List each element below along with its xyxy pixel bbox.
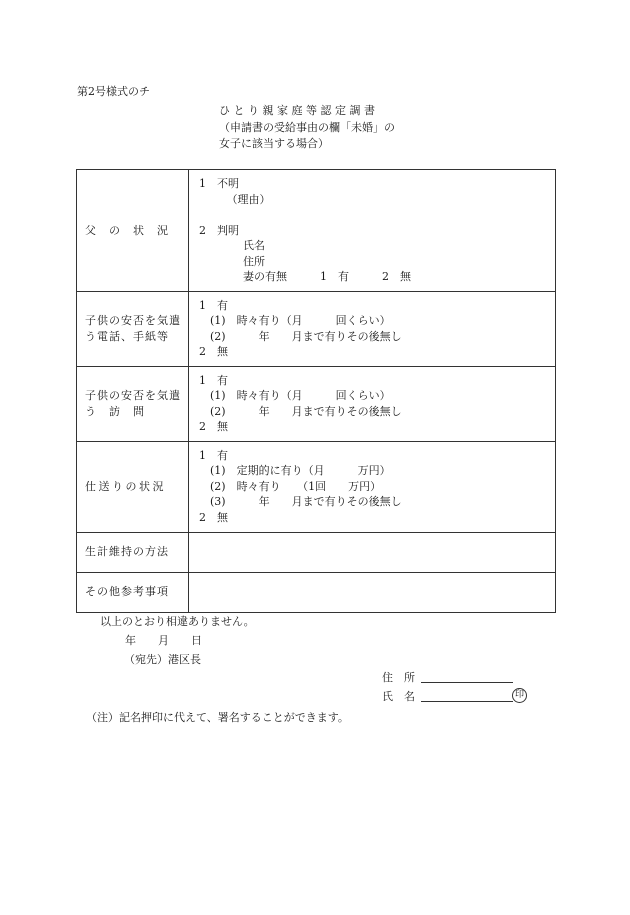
content-line: （理由） (199, 192, 271, 206)
address-label: 住 所 (382, 671, 415, 684)
father-status-content[interactable] (189, 170, 556, 292)
content-line: 2 判明 (199, 223, 239, 237)
content-line: 1 有 (199, 373, 228, 387)
name-label: 氏 名 (382, 690, 415, 703)
content-line: (1) 時々有り（月 回くらい） (199, 389, 391, 402)
content-line: 2 無 (199, 510, 228, 524)
contact-content[interactable] (189, 291, 556, 366)
visit-row (77, 366, 556, 441)
form-number: 第2号様式のチ (77, 85, 150, 98)
document-subtitle-line1: （申請書の受給事由の欄「未婚」の (219, 121, 395, 134)
document-title: ひとり親家庭等認定調書 (219, 104, 379, 117)
remittance-row (77, 441, 556, 532)
visit-content[interactable] (189, 366, 556, 441)
father-status-label: 父 の 状 況 (77, 170, 189, 292)
content-line: 氏名 (199, 239, 265, 252)
content-line: (2) 年 月まで有りその後無し (199, 404, 402, 418)
footnote: （注）記名押印に代えて、署名することができます。 (86, 711, 349, 724)
seal-mark: 印 (512, 688, 527, 703)
date-line: 年 月 日 (125, 634, 202, 647)
addressee: （宛先）港区長 (124, 653, 201, 666)
content-line: (3) 年 月まで有りその後無し (199, 495, 402, 508)
content-line: (1) 定期的に有り（月 万円） (199, 464, 391, 477)
content-line: 1 不明 (199, 177, 239, 190)
content-line: (2) 年 月まで有りその後無し (199, 329, 402, 343)
content-line: 1 有 (199, 448, 228, 462)
document-subtitle-line2: 女子に該当する場合） (219, 137, 329, 150)
content-line: 住所 (199, 254, 265, 268)
address-input-line[interactable] (421, 681, 513, 683)
content-line: 妻の有無 1 有 2 無 (199, 270, 411, 283)
remittance-label: 仕送りの状況 (77, 441, 189, 532)
content-line: 2 無 (199, 345, 228, 358)
content-line: (1) 時々有り（月 回くらい） (199, 314, 391, 327)
visit-label: 子供の安否を気遣 う 訪 問 (77, 366, 189, 441)
contact-label: 子供の安否を気遣う電話、手紙等 (77, 291, 189, 366)
livelihood-content[interactable] (189, 532, 556, 572)
certification-statement: 以上のとおり相違ありません。 (100, 615, 255, 628)
other-row (77, 572, 556, 612)
content-line: 2 無 (199, 420, 228, 433)
livelihood-label: 生計維持の方法 (77, 532, 189, 572)
other-label: その他参考事項 (77, 572, 189, 612)
remittance-content[interactable] (189, 441, 556, 532)
livelihood-row (77, 532, 556, 572)
investigation-table (76, 169, 556, 613)
father-status-row (77, 170, 556, 292)
content-line: (2) 時々有り （1回 万円） (199, 479, 382, 493)
contact-row (77, 291, 556, 366)
name-input-line[interactable] (421, 700, 513, 702)
other-content[interactable] (189, 572, 556, 612)
content-line: 1 有 (199, 298, 228, 312)
